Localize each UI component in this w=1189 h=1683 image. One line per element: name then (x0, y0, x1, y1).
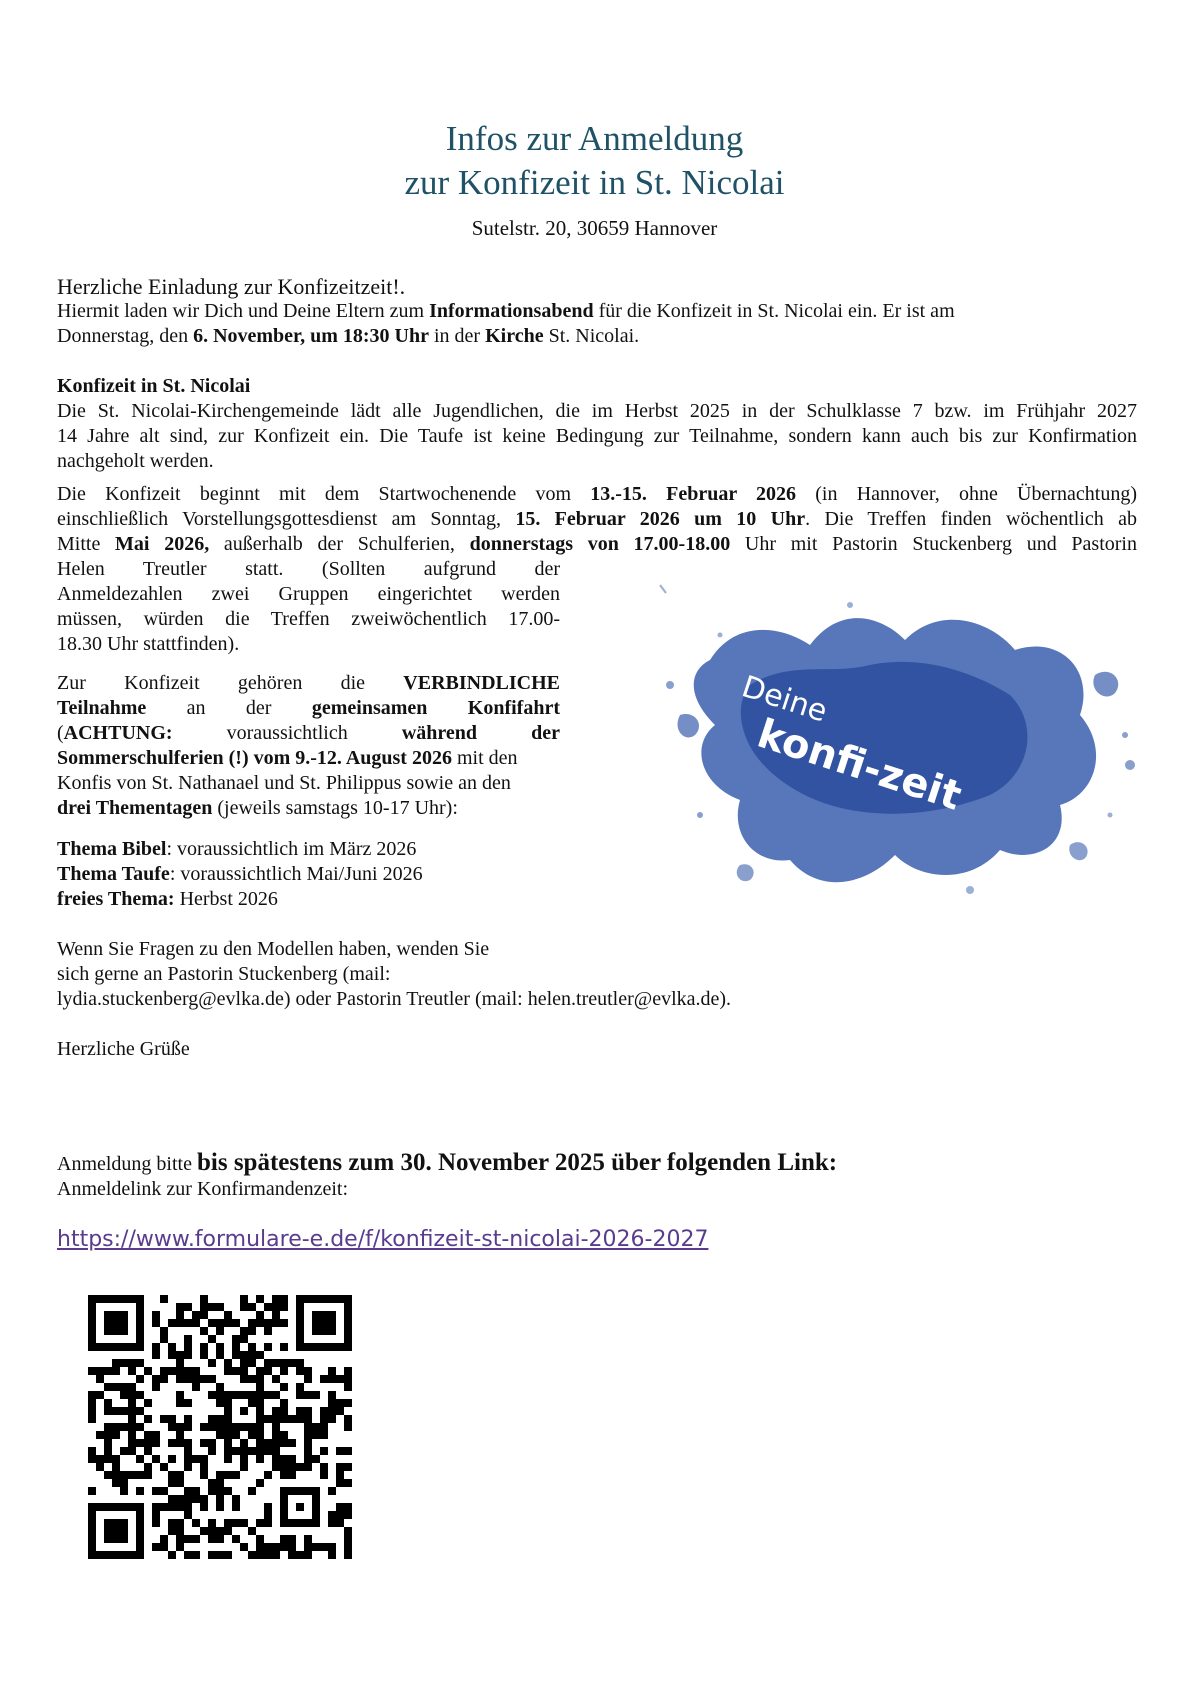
page-title-line2: zur Konfizeit in St. Nicolai (404, 163, 785, 202)
paragraph-schedule-continued: Helen Treutler statt. (Sollten aufgrund der Anmeldezahlen zwei Gruppen eingerichtet werden müssen, würden die Treffen zweiwöchentlich 17.00- 18.30 Uhr stattfinden). (57, 558, 560, 655)
konfi-zeit-logo (640, 565, 1160, 925)
contact-paragraph: Wenn Sie Fragen zu den Modellen haben, wenden Sie sich gerne an Pastorin Stuckenberg (mail: lydia.stuckenberg@evlka.de) oder Pastorin Treutler (mail: helen.treutler@evlka.de). (57, 938, 732, 1010)
qr-code[interactable] (88, 1295, 352, 1559)
list-item: Thema Bibel: voraussichtlich im März 2026 (57, 838, 417, 860)
greeting: Herzliche Einladung zur Konfizeitzeit!. (57, 274, 406, 299)
paragraph-participants: Die St. Nicolai-Kirchengemeinde lädt alle Jugendlichen, die im Herbst 2025 in der Schulklasse 7 bzw. im Frühjahr 2027 14 Jahre alt sind, zur Konfizeit ein. Die Taufe ist keine Bedingung zur Teilnahme, sondern kann auch bis zur Konfirmation nachgeholt werden. (57, 400, 1137, 472)
address: Sutelstr. 20, 30659 Hannover (471, 216, 718, 240)
logo-text-line1: Deine (737, 669, 832, 730)
section-heading: Konfizeit in St. Nicolai (57, 375, 251, 397)
closing-regards: Herzliche Grüße (57, 1038, 190, 1060)
page-title-line1: Infos zur Anmeldung (445, 119, 744, 158)
registration-link[interactable]: https://www.formulare-e.de/f/konfizeit-st-nicolai-2026-2027 (57, 1227, 709, 1252)
paragraph-schedule: Die Konfizeit beginnt mit dem Startwochenende vom 13.-15. Februar 2026 (in Hannover, ohne Übernachtung) einschließlich Vorstellungsgottesdienst am Sonntag, 15. Februar 2026 um 10 Uhr. Die Treffen finden wöchentlich ab Mitte Mai 2026, außerhalb der Schulferien, donnerstags von 17.00-18.00 Uhr mit Pastorin Stuckenberg und Pastorin (57, 483, 1138, 555)
registration-deadline: Anmeldung bitte bis spätestens zum 30. November 2025 über folgenden Link: (57, 1149, 838, 1176)
intro-paragraph: Hiermit laden wir Dich und Deine Eltern zum Informationsabend für die Konfizeit in St. Nicolai ein. Er ist am Donnerstag, den 6. November, um 18:30 Uhr in der Kirche St. Nicolai. (57, 300, 955, 347)
paragraph-trip: Zur Konfizeit gehören die VERBINDLICHE Teilnahme an der gemeinsamen Konfifahrt (ACHTUNG: voraussichtlich während der Sommerschulferien (!) vom 9.-12. August 2026 mit den Konfis von St. Nathanael und St. Philippus sowie an den drei Thementagen (jeweils samstags 10-17 Uhr): (57, 672, 560, 819)
list-item: freies Thema: Herbst 2026 (57, 888, 278, 910)
logo-text-line2: konfi-zeit (751, 710, 967, 820)
list-item: Thema Taufe: voraussichtlich Mai/Juni 2026 (57, 863, 423, 885)
registration-link-label: Anmeldelink zur Konfirmandenzeit: (57, 1178, 349, 1200)
theme-list (57, 837, 423, 912)
